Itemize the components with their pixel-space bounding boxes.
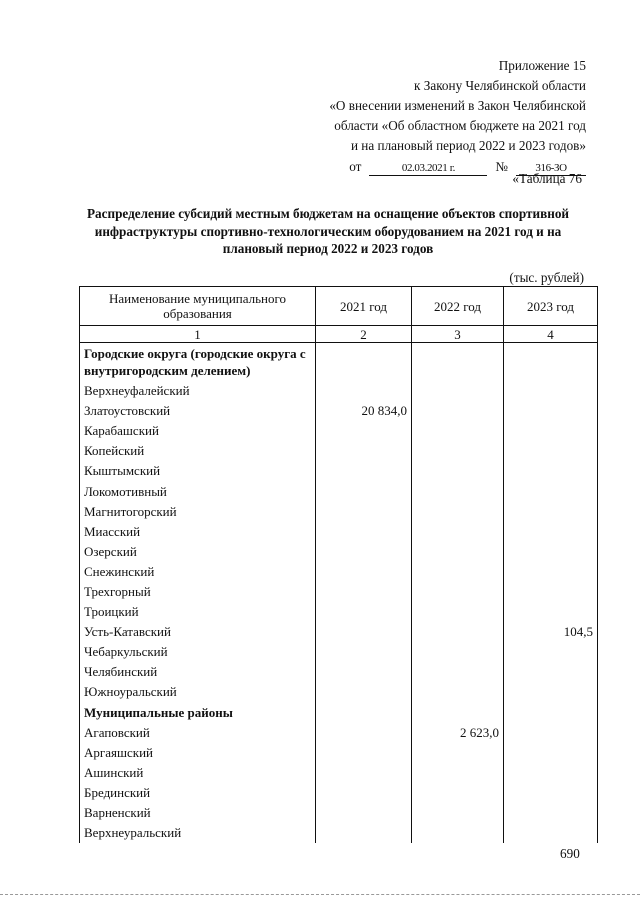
document-title: Распределение субсидий местным бюджетам на оснащение объектов спортивной инфраструктуры спортивно-технологическим оборудованием на 2021 год и на плановый период 2022 и 2023 годов <box>86 206 570 256</box>
column-number-row <box>80 326 598 343</box>
value-2023 <box>504 401 598 421</box>
value-2023 <box>504 343 598 382</box>
municipality-name: Снежинский <box>80 562 316 582</box>
table-row <box>80 682 598 702</box>
value-2022 <box>412 421 504 441</box>
table-row <box>80 401 598 421</box>
column-header-2023: 2023 год <box>504 287 598 326</box>
table-row <box>80 823 598 843</box>
municipality-name: Златоустовский <box>80 401 316 421</box>
table-row <box>80 481 598 501</box>
value-2022 <box>412 783 504 803</box>
municipality-name: Брединский <box>80 783 316 803</box>
table-row <box>80 461 598 481</box>
municipality-name: Копейский <box>80 441 316 461</box>
value-2021 <box>316 783 412 803</box>
column-number-1: 1 <box>80 326 316 343</box>
value-2022 <box>412 381 504 401</box>
municipality-name: Озерский <box>80 542 316 562</box>
municipality-name: Городские округа (городские округа с внутригородским делением) <box>80 343 316 382</box>
table-row <box>80 743 598 763</box>
value-2022 <box>412 562 504 582</box>
municipality-name: Кыштымский <box>80 461 316 481</box>
value-2022 <box>412 343 504 382</box>
page-number: 690 <box>560 846 580 861</box>
column-header-2021: 2021 год <box>316 287 412 326</box>
table-header-row <box>80 287 598 326</box>
value-2021 <box>316 441 412 461</box>
value-2022 <box>412 763 504 783</box>
table-row <box>80 642 598 662</box>
value-2022 <box>412 461 504 481</box>
value-2022 <box>412 823 504 843</box>
municipality-name: Верхнеуральский <box>80 823 316 843</box>
municipality-name: Трехгорный <box>80 582 316 602</box>
table-row <box>80 421 598 441</box>
law-date: 02.03.2021 г. <box>369 161 487 176</box>
municipality-name: Муниципальные районы <box>80 703 316 723</box>
value-2021 <box>316 421 412 441</box>
value-2022 <box>412 803 504 823</box>
value-2023 <box>504 803 598 823</box>
value-2021 <box>316 582 412 602</box>
table-row <box>80 522 598 542</box>
municipality-name: Троицкий <box>80 602 316 622</box>
municipality-name: Ашинский <box>80 763 316 783</box>
value-2023 <box>504 582 598 602</box>
value-2022 <box>412 682 504 702</box>
law-title-line-2: области «Об областном бюджете на 2021 год <box>334 118 586 133</box>
value-2022 <box>412 401 504 421</box>
column-number-3: 3 <box>412 326 504 343</box>
value-2023 <box>504 743 598 763</box>
municipality-name: Карабашский <box>80 421 316 441</box>
value-2021 <box>316 642 412 662</box>
value-2021 <box>316 662 412 682</box>
number-sign: № <box>495 159 508 174</box>
value-2023 <box>504 763 598 783</box>
value-2023: 104,5 <box>504 622 598 642</box>
municipality-name: Локомотивный <box>80 481 316 501</box>
value-2023 <box>504 461 598 481</box>
law-title-line-3: и на плановый период 2022 и 2023 годов» <box>350 138 586 153</box>
column-number-2: 2 <box>316 326 412 343</box>
value-2022 <box>412 703 504 723</box>
table-row <box>80 602 598 622</box>
value-2023 <box>504 502 598 522</box>
column-number-4: 4 <box>504 326 598 343</box>
value-2021 <box>316 703 412 723</box>
table-row <box>80 622 598 642</box>
value-2021 <box>316 602 412 622</box>
value-2022 <box>412 542 504 562</box>
value-2021 <box>316 562 412 582</box>
value-2023 <box>504 723 598 743</box>
table-row <box>80 783 598 803</box>
table-row <box>80 542 598 562</box>
table-row <box>80 763 598 783</box>
value-2022 <box>412 522 504 542</box>
document-header <box>290 56 586 177</box>
value-2021 <box>316 381 412 401</box>
table-body <box>80 343 598 844</box>
municipality-name: Чебаркульский <box>80 642 316 662</box>
value-2021: 20 834,0 <box>316 401 412 421</box>
value-2022 <box>412 642 504 662</box>
table-row <box>80 662 598 682</box>
value-2021 <box>316 823 412 843</box>
value-2023 <box>504 642 598 662</box>
value-2021 <box>316 522 412 542</box>
table-label: «Таблица 76 <box>512 171 582 186</box>
municipality-name: Усть-Катавский <box>80 622 316 642</box>
appendix-number: Приложение 15 <box>498 58 586 73</box>
value-2021 <box>316 743 412 763</box>
value-2021 <box>316 461 412 481</box>
value-2022 <box>412 743 504 763</box>
table-row <box>80 441 598 461</box>
value-2021 <box>316 723 412 743</box>
value-2023 <box>504 481 598 501</box>
value-2022 <box>412 502 504 522</box>
value-2023 <box>504 662 598 682</box>
column-header-name: Наименование муниципального образования <box>80 287 316 326</box>
law-title-line-1: «О внесении изменений в Закон Челябинской <box>329 98 586 113</box>
value-2023 <box>504 441 598 461</box>
municipality-name: Варненский <box>80 803 316 823</box>
municipality-name: Челябинский <box>80 662 316 682</box>
table-row <box>80 723 598 743</box>
value-2022 <box>412 582 504 602</box>
value-2021 <box>316 542 412 562</box>
value-2023 <box>504 542 598 562</box>
municipality-name: Миасский <box>80 522 316 542</box>
value-2021 <box>316 502 412 522</box>
value-2021 <box>316 682 412 702</box>
value-2023 <box>504 562 598 582</box>
table-row <box>80 582 598 602</box>
value-2022 <box>412 602 504 622</box>
municipality-name: Верхнеуфалейский <box>80 381 316 401</box>
value-2022 <box>412 481 504 501</box>
value-2021 <box>316 481 412 501</box>
law-number: 316-ЗО <box>516 161 586 176</box>
value-2022 <box>412 622 504 642</box>
value-2023 <box>504 522 598 542</box>
value-2023 <box>504 381 598 401</box>
law-reference: к Закону Челябинской области <box>414 78 586 93</box>
column-header-2022: 2022 год <box>412 287 504 326</box>
value-2023 <box>504 703 598 723</box>
municipality-name: Аргаяшский <box>80 743 316 763</box>
units-label: (тыс. рублей) <box>509 270 584 285</box>
value-2023 <box>504 823 598 843</box>
table-row <box>80 381 598 401</box>
value-2023 <box>504 602 598 622</box>
value-2023 <box>504 783 598 803</box>
value-2021 <box>316 343 412 382</box>
municipality-name: Магнитогорский <box>80 502 316 522</box>
value-2022 <box>412 441 504 461</box>
value-2023 <box>504 682 598 702</box>
value-2021 <box>316 803 412 823</box>
value-2022: 2 623,0 <box>412 723 504 743</box>
date-prefix: от <box>349 159 362 174</box>
value-2021 <box>316 622 412 642</box>
value-2023 <box>504 421 598 441</box>
value-2021 <box>316 763 412 783</box>
value-2022 <box>412 662 504 682</box>
table-group-row <box>80 343 598 382</box>
municipality-name: Южноуральский <box>80 682 316 702</box>
table-row <box>80 803 598 823</box>
page-edge-line <box>0 894 640 895</box>
subsidy-table <box>79 286 598 843</box>
table-row <box>80 502 598 522</box>
table-group-row <box>80 703 598 723</box>
table-row <box>80 562 598 582</box>
municipality-name: Агаповский <box>80 723 316 743</box>
